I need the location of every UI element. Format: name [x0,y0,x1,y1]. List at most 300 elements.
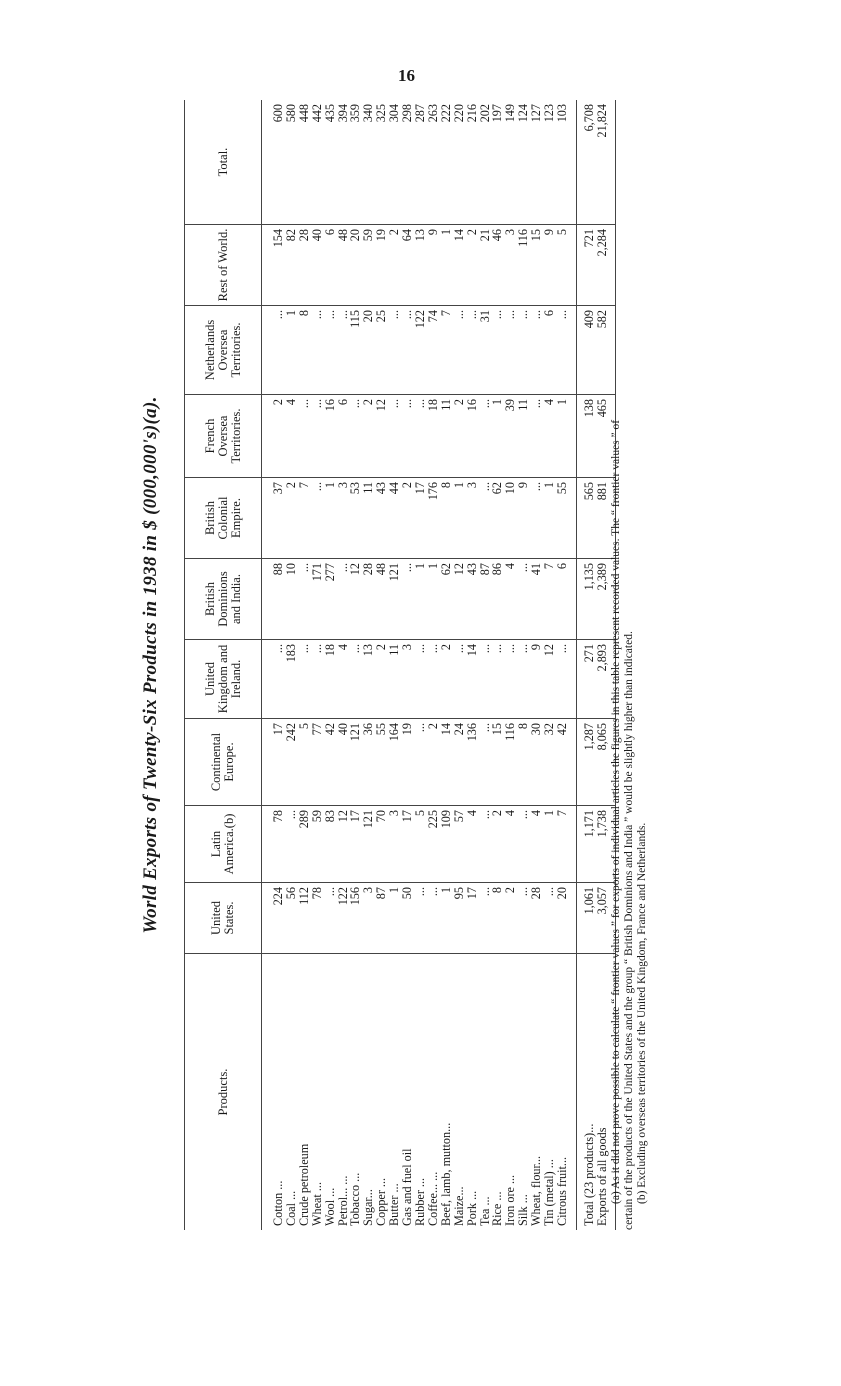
footnote-a-continued: certain of the products of the United States and the group “ British Dominions and India ” would be slightly higher than indicated. [623,631,635,1230]
cell-rw: 13 [414,225,427,306]
cell-nl: 582 [596,306,615,395]
cell-bc: 62 [491,478,504,559]
cell-la: 83 [324,806,337,883]
exports-table [184,100,616,1230]
cell-total: 123 [543,100,556,225]
cell-fr: 1 [556,395,576,478]
cell-la: 121 [362,806,375,883]
product-name: Iron ore ... [503,1174,518,1226]
product-name: Exports of all goods [596,954,615,1231]
cell-fr: ... [349,395,362,478]
cell-us: 224 [262,883,285,954]
table-body [262,100,616,1230]
cell-total: 220 [453,100,466,225]
cell-bd: 10 [285,559,298,640]
cell-bd: 4 [504,559,517,640]
product-name: Tobacco ... [348,1172,363,1226]
cell-bc: 1 [324,478,337,559]
cell-us: 20 [556,883,576,954]
cell-la: ... [479,806,492,883]
cell-bc: 8 [440,478,453,559]
product-name: Wool ... [322,1187,337,1226]
cell-la: 1,738 [596,806,615,883]
cell-ce: 8,065 [596,719,615,806]
product-name: Silk ... [516,1194,531,1226]
cell-total: 304 [388,100,401,225]
cell-bd: ... [298,559,311,640]
table-row [298,100,311,1230]
cell-fr: 11 [517,395,530,478]
cell-fr: ... [311,395,324,478]
cell-uk: 13 [362,640,375,719]
cell-bd: 1 [414,559,427,640]
cell-nl: 20 [362,306,375,395]
cell-ce: 40 [337,719,350,806]
cell-uk: ... [414,640,427,719]
product-name: Rubber ... [412,1177,427,1226]
cell-rw: 15 [530,225,543,306]
cell-uk: 4 [337,640,350,719]
cell-rw: 21 [479,225,492,306]
product-name: Rice ... [490,1191,505,1226]
cell-fr: 16 [466,395,479,478]
cell-bd: 43 [466,559,479,640]
cell-total: 103 [556,100,576,225]
cell-ce: 2 [427,719,440,806]
cell-fr: 2 [362,395,375,478]
table-row [324,100,337,1230]
table-row [427,100,440,1230]
cell-fr: 39 [504,395,517,478]
cell-bc: 37 [262,478,285,559]
cell-bc: 565 [576,478,595,559]
cell-la: 1,171 [576,806,595,883]
cell-total: 21,824 [596,100,615,225]
table-row [388,100,401,1230]
cell-total: 216 [466,100,479,225]
cell-la: 3 [388,806,401,883]
cell-la: 225 [427,806,440,883]
cell-ce: 19 [401,719,414,806]
cell-fr: 6 [337,395,350,478]
cell-ce: 8 [517,719,530,806]
cell-uk: ... [453,640,466,719]
cell-bc: 7 [298,478,311,559]
cell-nl: ... [453,306,466,395]
cell-total: 263 [427,100,440,225]
cell-bc: ... [311,478,324,559]
cell-uk: 18 [324,640,337,719]
cell-fr: ... [414,395,427,478]
cell-ce: 242 [285,719,298,806]
cell-bc: 55 [556,478,576,559]
cell-ce: 164 [388,719,401,806]
cell-nl: ... [491,306,504,395]
cell-us: 8 [491,883,504,954]
cell-us: 1 [440,883,453,954]
cell-us: 122 [337,883,350,954]
product-name: Petrol... ... [335,1175,350,1226]
cell-uk: 14 [466,640,479,719]
cell-la: 109 [440,806,453,883]
page-number: 16 [398,66,415,85]
cell-ce: ... [414,719,427,806]
table-row [375,100,388,1230]
cell-fr: 2 [453,395,466,478]
cell-total: 127 [530,100,543,225]
cell-rw: 59 [362,225,375,306]
product-name: Copper ... [374,1177,389,1226]
cell-ce: 36 [362,719,375,806]
cell-us: 87 [375,883,388,954]
cell-bd: 171 [311,559,324,640]
table-row [504,100,517,1230]
col-header-total: Total. [185,100,262,225]
cell-la: 57 [453,806,466,883]
cell-nl: 7 [440,306,453,395]
cell-la: 4 [504,806,517,883]
cell-total: 340 [362,100,375,225]
product-name: Cotton ... [271,1180,285,1226]
cell-nl: 31 [479,306,492,395]
cell-uk: 2,893 [596,640,615,719]
cell-la: 12 [337,806,350,883]
cell-bd: 48 [375,559,388,640]
cell-fr: 16 [324,395,337,478]
cell-bc: ... [530,478,543,559]
cell-nl: ... [466,306,479,395]
cell-bd: 87 [479,559,492,640]
cell-bc: ... [479,478,492,559]
product-name: Gas and fuel oil [400,1148,415,1226]
cell-bc: 10 [504,478,517,559]
cell-uk: ... [349,640,362,719]
product-name: Tin (metal) ... [542,1159,557,1226]
cell-rw: 20 [349,225,362,306]
product-name: Wheat, flour... [529,1155,544,1226]
cell-bc: 17 [414,478,427,559]
cell-rw: 116 [517,225,530,306]
table-row [285,100,298,1230]
cell-ce: ... [479,719,492,806]
cell-uk: 2 [375,640,388,719]
table-row [543,100,556,1230]
cell-ce: 116 [504,719,517,806]
cell-us: 112 [298,883,311,954]
table-row [479,100,492,1230]
cell-us: 17 [466,883,479,954]
cell-ce: 32 [543,719,556,806]
cell-us: ... [324,883,337,954]
cell-nl: ... [311,306,324,395]
cell-us: 156 [349,883,362,954]
table-row [337,100,350,1230]
table-row [453,100,466,1230]
cell-uk: ... [311,640,324,719]
cell-bd: 41 [530,559,543,640]
cell-bc: 3 [337,478,350,559]
cell-us: 1 [388,883,401,954]
cell-total: 442 [311,100,324,225]
product-name: Crude petroleum [296,1143,311,1226]
cell-fr: 4 [543,395,556,478]
product-name: Maize... [451,1186,466,1226]
table-row [401,100,414,1230]
cell-la: 4 [530,806,543,883]
cell-nl: 409 [576,306,595,395]
cell-total: 6,708 [576,100,595,225]
cell-bd: ... [337,559,350,640]
cell-fr: ... [401,395,414,478]
table-row [556,100,576,1230]
cell-us: 3,057 [596,883,615,954]
footnote-a: (a) As it did not prove possible to calculate “ frontier values ” for exports of individual articles the figures in this table represent recorded values. The “ frontier values ” of [610,419,622,1204]
cell-us: 95 [453,883,466,954]
cell-ce: 24 [453,719,466,806]
cell-fr: 11 [440,395,453,478]
cell-us: 56 [285,883,298,954]
cell-total: 448 [298,100,311,225]
cell-uk: 183 [285,640,298,719]
cell-nl: ... [337,306,350,395]
cell-total: 298 [401,100,414,225]
cell-la: 4 [466,806,479,883]
cell-total: 600 [262,100,285,225]
product-name: Wheat ... [309,1182,324,1226]
cell-rw: 64 [401,225,414,306]
cell-ce: 55 [375,719,388,806]
cell-rw: 9 [543,225,556,306]
cell-uk: ... [427,640,440,719]
table-row [262,100,285,1230]
table-header-row [185,100,262,1230]
cell-nl: 74 [427,306,440,395]
cell-bc: 2 [401,478,414,559]
total-row [576,100,595,1230]
cell-nl: ... [401,306,414,395]
cell-bd: 7 [543,559,556,640]
col-header-rest-of-world: Rest of World. [185,225,262,306]
cell-total: 435 [324,100,337,225]
cell-fr: ... [298,395,311,478]
page-title: World Exports of Twenty-Six Products in 1938 in $ (000,000's)(a). [140,396,161,934]
cell-nl: ... [324,306,337,395]
cell-bd: 28 [362,559,375,640]
cell-total: 202 [479,100,492,225]
product-name: Coal ... [283,1190,298,1226]
footnote-b: (b) Excluding overseas territories of the United Kingdom, France and Netherlands. [636,822,648,1204]
cell-uk: 271 [576,640,595,719]
cell-bc: 3 [466,478,479,559]
product-name: Beef, lamb, mutton... [438,1122,453,1226]
cell-nl: ... [262,306,285,395]
footnotes [610,100,649,1230]
cell-rw: 721 [576,225,595,306]
cell-bd: 1,135 [576,559,595,640]
cell-nl: 6 [543,306,556,395]
cell-bc: 44 [388,478,401,559]
cell-us: 2 [504,883,517,954]
cell-us: ... [517,883,530,954]
cell-bc: 881 [596,478,615,559]
cell-bc: 2 [285,478,298,559]
col-header-french-oversea: French Oversea Territories. [185,395,262,478]
cell-rw: 82 [285,225,298,306]
cell-nl: 25 [375,306,388,395]
cell-us: ... [414,883,427,954]
cell-uk: ... [479,640,492,719]
product-name: Total (23 products)... [576,954,595,1231]
cell-us: 1,061 [576,883,595,954]
col-header-united-states: United States. [185,883,262,954]
cell-total: 222 [440,100,453,225]
cell-us: 78 [311,883,324,954]
cell-bd: 62 [440,559,453,640]
product-name: Citrous fruit... [554,1156,569,1226]
cell-la: ... [517,806,530,883]
cell-ce: 136 [466,719,479,806]
cell-bd: 121 [388,559,401,640]
cell-fr: 465 [596,395,615,478]
cell-rw: 154 [262,225,285,306]
table-row [311,100,324,1230]
cell-uk: 11 [388,640,401,719]
cell-us: ... [543,883,556,954]
table-row [517,100,530,1230]
cell-nl: ... [556,306,576,395]
cell-total: 580 [285,100,298,225]
cell-us: ... [479,883,492,954]
cell-us: 28 [530,883,543,954]
cell-total: 325 [375,100,388,225]
cell-total: 197 [491,100,504,225]
cell-uk: 3 [401,640,414,719]
cell-la: 289 [298,806,311,883]
cell-uk: ... [262,640,285,719]
cell-bc: 43 [375,478,388,559]
cell-nl: 122 [414,306,427,395]
cell-la: 5 [414,806,427,883]
cell-bd: 277 [324,559,337,640]
cell-bd: 2,389 [596,559,615,640]
cell-uk: 2 [440,640,453,719]
cell-nl: ... [388,306,401,395]
cell-la: 7 [556,806,576,883]
cell-la: 2 [491,806,504,883]
table-row [349,100,362,1230]
cell-bd: 6 [556,559,576,640]
cell-nl: ... [530,306,543,395]
cell-rw: 1 [440,225,453,306]
table-row [440,100,453,1230]
table-row [530,100,543,1230]
cell-uk: ... [504,640,517,719]
cell-ce: 5 [298,719,311,806]
col-header-british-colonial: British Colonial Empire. [185,478,262,559]
col-header-united-kingdom: United Kingdom and Ireland. [185,640,262,719]
cell-fr: ... [388,395,401,478]
cell-rw: 6 [324,225,337,306]
cell-bc: 11 [362,478,375,559]
cell-fr: 4 [285,395,298,478]
cell-la: 17 [401,806,414,883]
cell-rw: 40 [311,225,324,306]
cell-uk: ... [556,640,576,719]
cell-bc: 176 [427,478,440,559]
cell-nl: 1 [285,306,298,395]
product-name: Pork ... [464,1190,479,1226]
table-row [491,100,504,1230]
col-header-continental-europe: Continental Europe. [185,719,262,806]
cell-ce: 42 [324,719,337,806]
cell-ce: 14 [440,719,453,806]
cell-us: ... [427,883,440,954]
cell-rw: 2 [466,225,479,306]
cell-fr: 138 [576,395,595,478]
cell-la: 59 [311,806,324,883]
col-header-british-dominions: British Dominions and India. [185,559,262,640]
cell-rw: 19 [375,225,388,306]
cell-bd: 1 [427,559,440,640]
cell-bd: 86 [491,559,504,640]
product-name: Sugar... [361,1189,376,1226]
cell-bd: ... [517,559,530,640]
cell-bc: 1 [543,478,556,559]
cell-uk: ... [491,640,504,719]
cell-us: 3 [362,883,375,954]
cell-rw: 9 [427,225,440,306]
cell-bc: 9 [517,478,530,559]
cell-rw: 3 [504,225,517,306]
cell-uk: ... [517,640,530,719]
cell-rw: 5 [556,225,576,306]
cell-bc: 53 [349,478,362,559]
product-name: Tea ... [477,1196,492,1226]
cell-fr: ... [479,395,492,478]
col-header-products: Products. [185,954,262,1231]
rotated-page-content [140,100,660,1230]
cell-uk: ... [298,640,311,719]
cell-rw: 48 [337,225,350,306]
cell-fr: 2 [262,395,285,478]
cell-bd: 88 [262,559,285,640]
cell-rw: 28 [298,225,311,306]
cell-ce: 1,287 [576,719,595,806]
cell-bd: ... [401,559,414,640]
table-row [362,100,375,1230]
cell-ce: 77 [311,719,324,806]
cell-ce: 15 [491,719,504,806]
cell-bd: 12 [453,559,466,640]
cell-total: 124 [517,100,530,225]
cell-total: 359 [349,100,362,225]
cell-nl: ... [504,306,517,395]
cell-la: 78 [262,806,285,883]
cell-ce: 121 [349,719,362,806]
cell-rw: 2,284 [596,225,615,306]
cell-total: 394 [337,100,350,225]
product-name: Coffee... ... [425,1171,440,1226]
table-row [466,100,479,1230]
cell-fr: ... [530,395,543,478]
cell-fr: 1 [491,395,504,478]
cell-la: ... [285,806,298,883]
cell-fr: 18 [427,395,440,478]
cell-ce: 30 [530,719,543,806]
cell-rw: 2 [388,225,401,306]
cell-us: 50 [401,883,414,954]
cell-uk: 9 [530,640,543,719]
